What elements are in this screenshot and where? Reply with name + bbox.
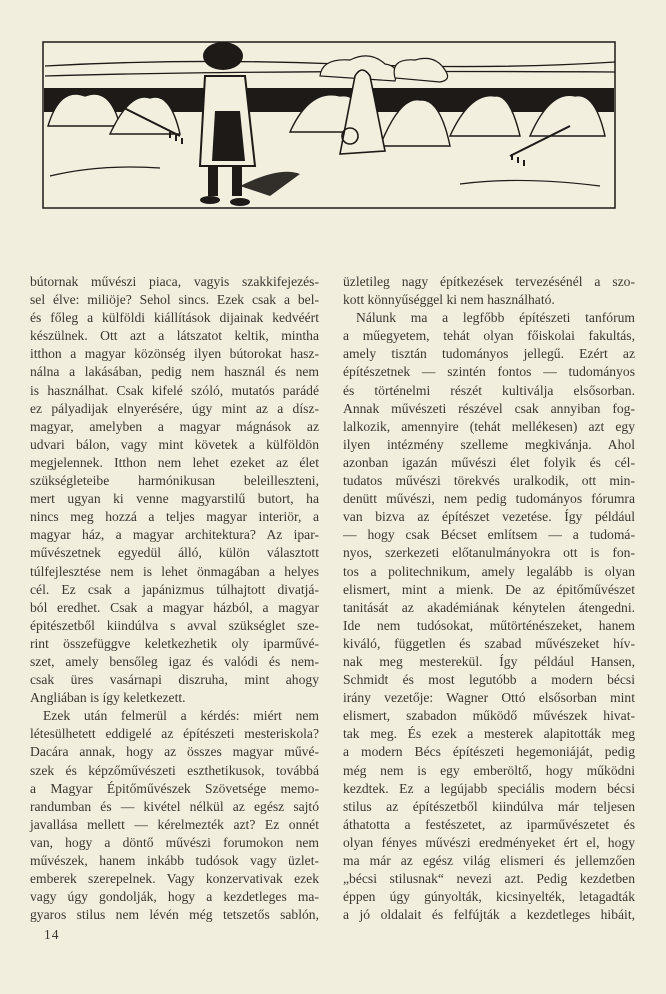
text-line: és történelmi részét kultiválja elsősorban. [343, 382, 635, 398]
text-line: — hogy csak Bécset említsem — a tudomá- [343, 527, 635, 543]
text-line: gyaros stilus nem lévén még tetszetős sablón, [30, 907, 319, 923]
text-line: szek és képzőművészeti eszthetikusok, továbbá [30, 762, 319, 778]
text-line: ilyen intézmény szelleme megkivánja. Ahol [343, 436, 635, 452]
text-line: művészek, hanem inkább tudósok vagy üzlet- [30, 853, 319, 868]
text-line: a Magyar Épitőművészek Szövetsége memo- [30, 780, 319, 796]
paragraph [30, 707, 319, 924]
text-line: csak üres vasárnapi diszruha, mint ahogy [30, 672, 319, 688]
text-line: udvari bálon, vagy mint követek a külföldön [30, 436, 319, 452]
text-line: magyar, amelyben a magyar mágnások az [30, 418, 319, 434]
text-line: tudatos művészi törekvés uralkodik, ott min- [343, 473, 635, 489]
text-line: kezdtek. Ez a legújabb speciális modern bécsi [343, 780, 635, 796]
text-line: nyos, szerkezeti előtanulmányokra ott is fon- [343, 545, 635, 561]
text-line: létesülhetett eddigelé az építészeti mesteriskola? [30, 726, 319, 742]
text-line: vagy úgy gondolják, hogy a kezdetleges ma- [30, 889, 319, 905]
text-line: készülnek. Ott azt a látszatot keltik, mintha [30, 328, 319, 344]
text-line: a műegyetem, tehát olyan főiskolai fakultás, [343, 328, 635, 344]
text-line: irány vezetője: Wagner Ottó elsősorban mint [343, 690, 635, 706]
text-line: ma már az egész világ elismeri és jellemzően [343, 853, 635, 868]
paragraph [30, 273, 319, 707]
text-line: elismert, szabadon működő művészek hivat- [343, 708, 635, 724]
text-line: és főleg a külföldi kiállítások dijainak kedvéért [30, 310, 319, 326]
text-line: amely tisztán tudományos jellegű. Ezért az [343, 346, 635, 362]
text-line: nak meg mesterekül. Így például Hansen, [343, 653, 635, 669]
text-line: építészetnek — szintén fontos — tudományos [343, 364, 635, 380]
text-line: olyan fényes művészi eredményeket ért el, hogy [343, 834, 635, 850]
text-line: kott könnyűséggel ki nem használható. [343, 292, 555, 308]
paragraph [343, 273, 635, 309]
text-line: „bécsi stilusnak“ nevezi azt. Pedig kezdetben [343, 871, 635, 887]
text-line: lalkozik, amennyire (tehát mellékesen) azt egy [343, 418, 635, 434]
text-line: Angliában is így keletkezett. [30, 690, 186, 706]
text-line: Schmidt és most legutóbb a modern bécsi [343, 672, 635, 688]
text-line: a jó oldalait és felfújták a kezdetleges hibáit, [343, 907, 635, 923]
text-line: kiváló, független és szabad művészeket hív- [343, 635, 635, 651]
text-line: Dacára annak, hogy az összes magyar művé- [30, 744, 319, 760]
text-line: denütt művészi, nem pedig tudományos fórumra [343, 491, 635, 507]
text-line: megjelennek. Itthon nem lehet ezeket az élet [30, 454, 319, 470]
text-line: bútornak művészi piaca, vagyis szakkifejezés- [30, 274, 319, 289]
page-number: 14 [44, 927, 60, 942]
text-line: randumban és — kivétel nélkül az egész sajtó [30, 798, 319, 814]
text-line: épitészetből kiindúlva s avval szükséglet sze- [30, 617, 319, 633]
harvest-scene-illustration [40, 36, 620, 214]
text-line: művészetnek egyedül álló, külön választott [30, 545, 319, 561]
text-line: van bizva az építészet vezetése. Így például [343, 509, 635, 525]
text-line: túlfejlesztése nem is lehet önmagában a helyes [30, 563, 319, 579]
text-line: magyar ház, a magyar architektura? Az ipar- [30, 527, 319, 543]
text-line: ez pályadijak elnyerésére, úgy mint az a dísz- [30, 400, 319, 416]
text-line: még nem is egy emberöltő, hogy működni [343, 762, 635, 778]
text-line: szükségleteibe harmónikusan beleilleszteni, [30, 473, 319, 489]
text-line: elismert, mint a mienk. De az épitőművészet [343, 581, 635, 597]
text-line: Ezek után felmerül a kérdés: miért nem [43, 708, 319, 724]
text-line: emberek szerepelnek. Vagy konzervativak ezek [30, 871, 319, 887]
text-line: Annak művészeti részével csak annyiban fog- [343, 400, 635, 416]
text-line: üzletileg nagy építkezések tervezésénél a szo- [343, 274, 635, 289]
text-line: Ide nem tudósokat, műtörténészeket, hanem [343, 617, 635, 633]
text-line: is használhat. Csak kifelé szóló, mutatós parádé [30, 382, 319, 398]
text-line: sel élve: miliöje? Sehol sincs. Ezek csak a bel- [30, 292, 319, 308]
text-line: nincs meg hozzá a teljes magyar interiör, a [30, 509, 319, 525]
text-line: nálna a lakásában, pedig nem használ és nem [30, 364, 319, 380]
text-line: van, hogy a döntő művészi forumokon nem [30, 834, 319, 850]
text-line: mert ugyan ki venne magyarstilű butort, ha [30, 491, 319, 507]
text-line: áthatotta a festészetet, az iparművészetet és [343, 816, 635, 832]
text-line: stilus az építészetből kiindúlva már teljesen [343, 798, 635, 814]
text-line: rint összefüggve keletkezhetik oly iparművé- [30, 635, 319, 651]
text-line: tanitását az akadémiának kénytelen átengedni. [343, 599, 635, 615]
text-line: Nálunk ma a legfőbb építészeti tanfórum [356, 310, 635, 326]
text-line: szet, amely bensőleg igaz és valódi és nem- [30, 653, 319, 669]
text-line: éppen úgy gúnyolták, kicsinyelték, letagadták [343, 889, 635, 905]
text-column-right [343, 273, 635, 924]
text-line: tak meg. És ezek a mesterek alapitották meg [343, 726, 635, 742]
text-column-left [30, 273, 319, 924]
text-line: itthon a magyar közönség ilyen bútorokat hasz- [30, 346, 319, 362]
text-line: cél. Ez csak a japánizmus túlhajtott divatjá- [30, 581, 319, 597]
paragraph [343, 309, 635, 924]
text-line: a modern Bécs építészeti hegemoniáját, pedig [343, 744, 635, 760]
text-line: ból eredhet. Csak a magyar házból, a magyar [30, 599, 319, 615]
text-line: javallása mellett — kérelmezték azt? Ez onnét [30, 816, 319, 832]
text-line: azonban igazán művészi élet folyik és cél- [343, 454, 635, 470]
text-line: tos a politechnikum, amely legalább is olyan [343, 563, 635, 579]
